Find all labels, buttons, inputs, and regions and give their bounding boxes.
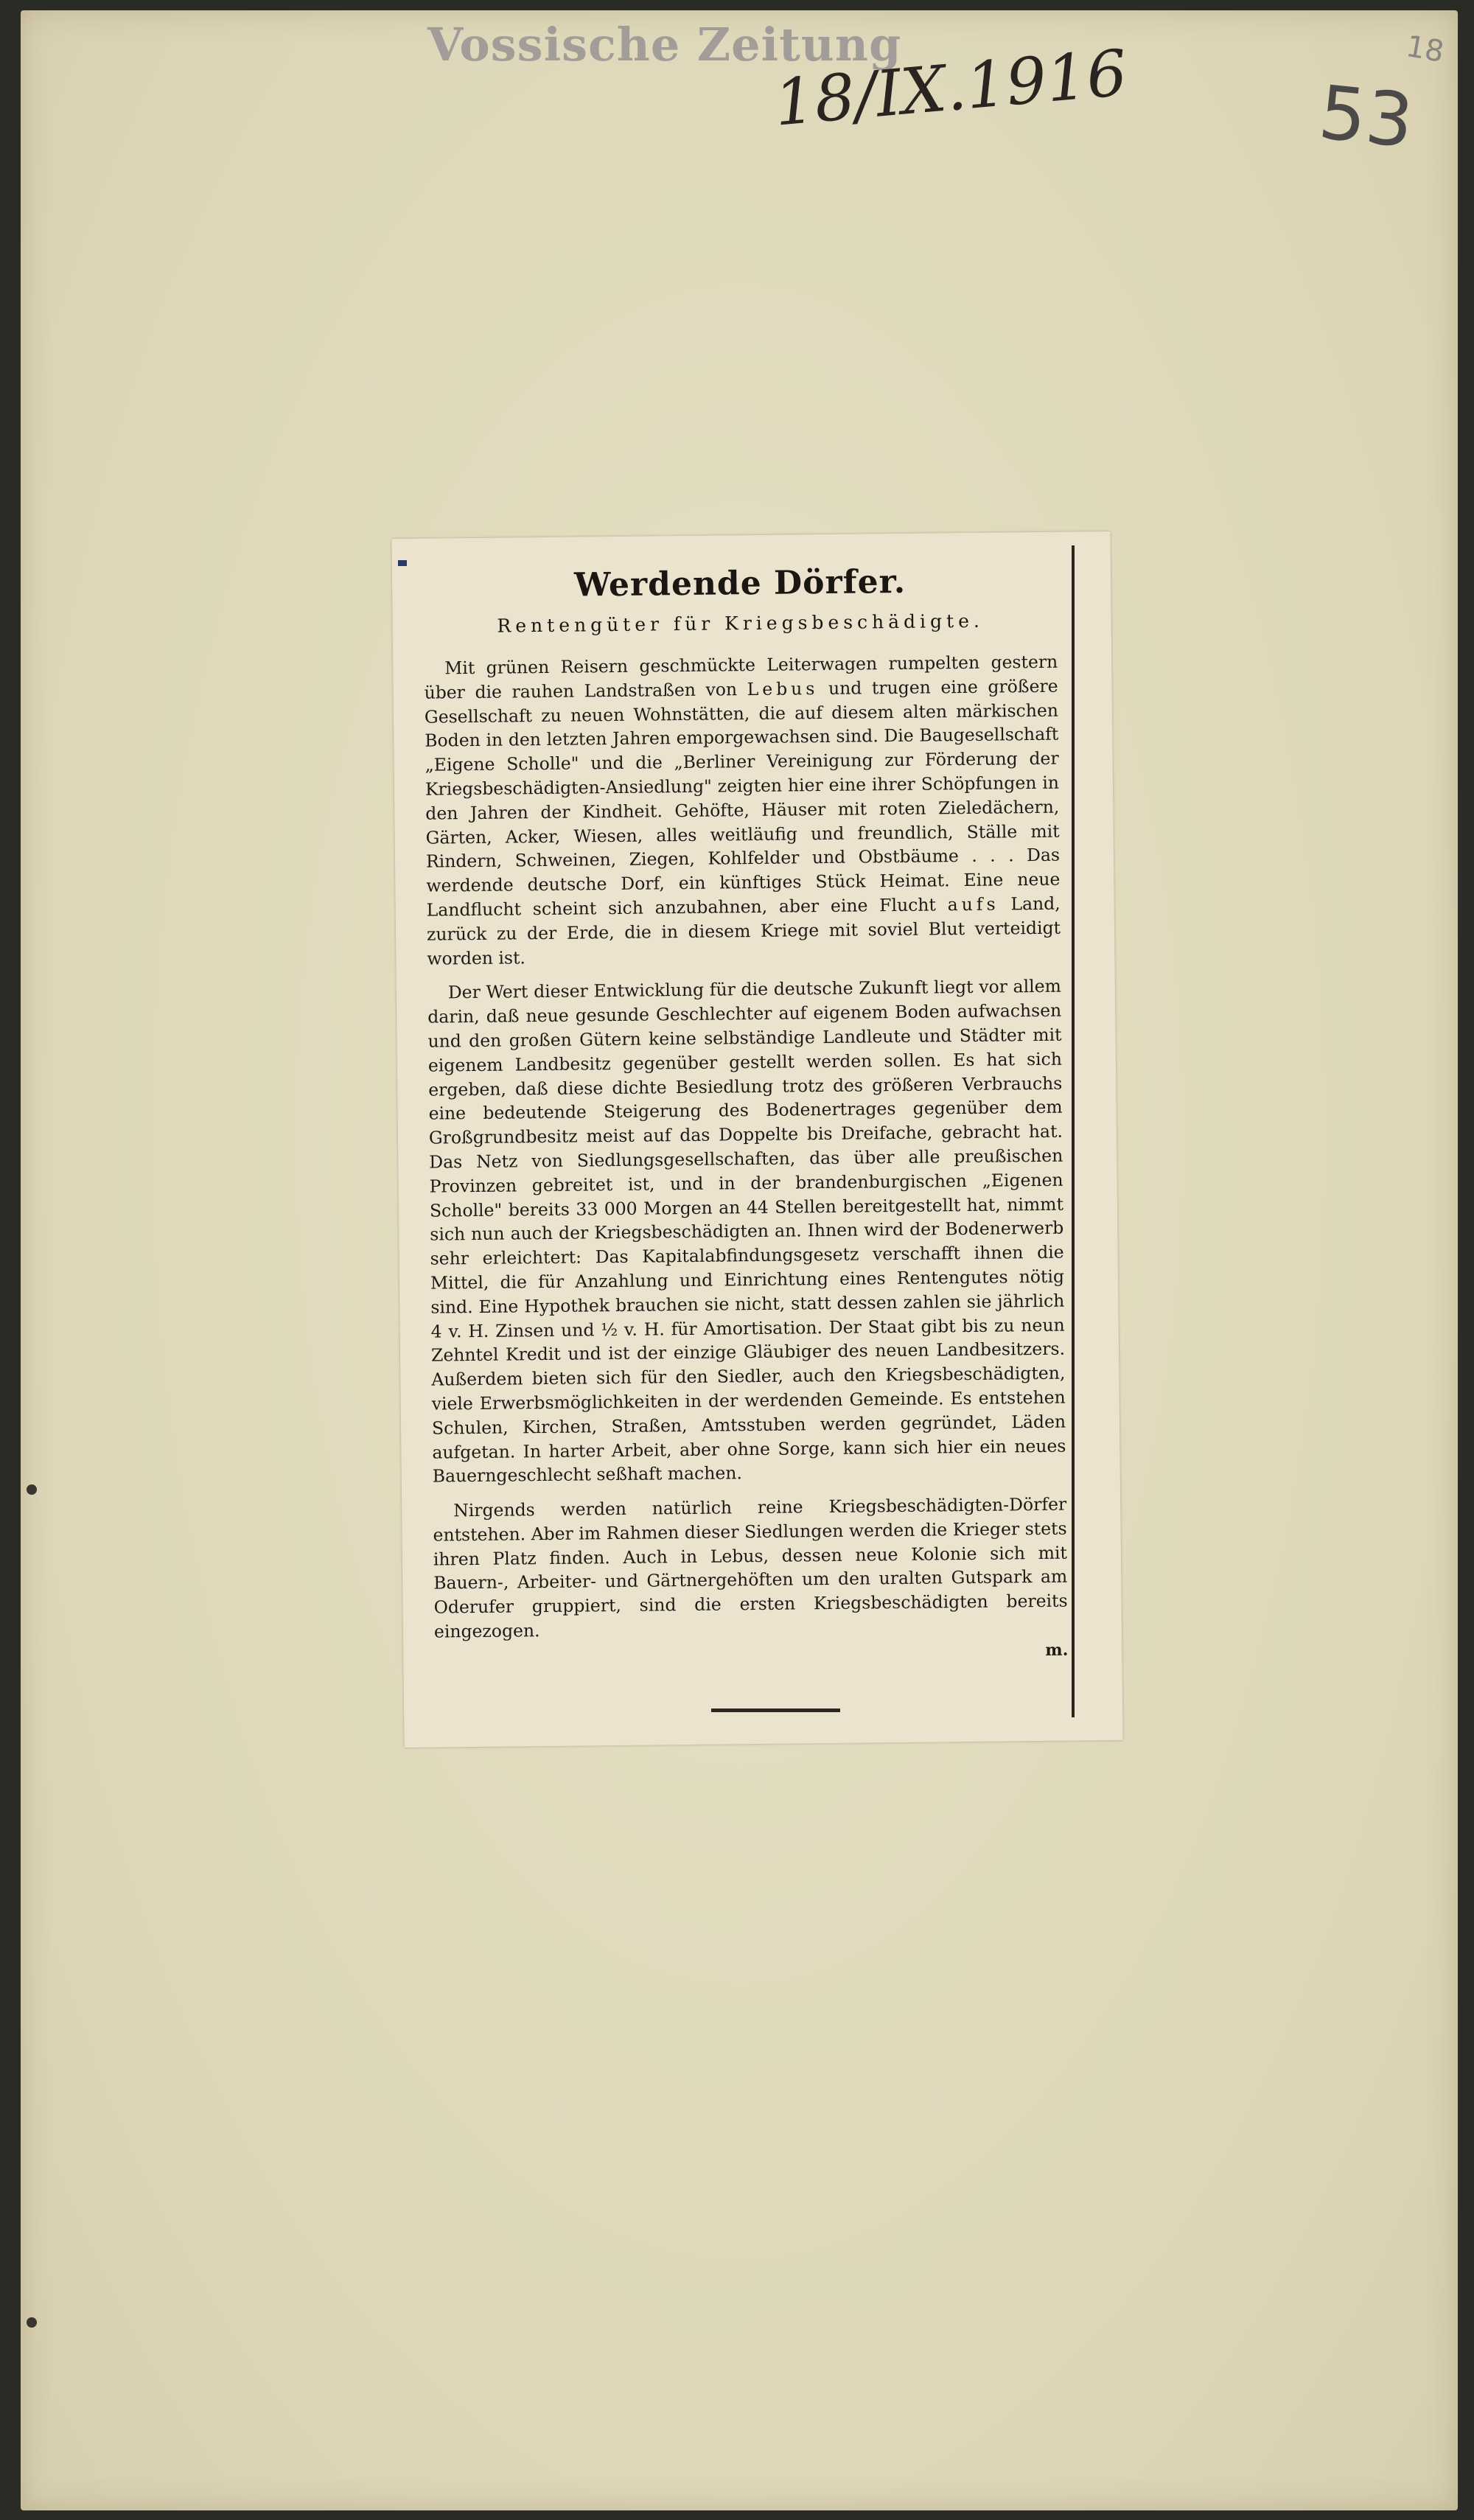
corner-number: 18 [1403,29,1447,70]
article-headline: Werdende Dörfer. [573,562,907,604]
handwritten-date: 18/IX.1916 [771,36,1131,141]
end-rule [711,1708,840,1712]
column-rule [1072,545,1075,1717]
archive-number: 53 [1315,69,1418,165]
article-paragraph-2: Der Wert dieser Entwicklung für die deutsche Zukunft liegt vor allem darin, daß neue gesunde Geschlechter auf eigenem Boden aufwachsen und den großen Gütern keine selbständige Landleute und Städter mit eigenem Landbesitz gegenüber gestellt werden sollen. Es hat sich ergeben, daß diese dichte Besiedlung trotz des größeren Verbrauchs eine bedeutende Steigerung des Bodenertrages gegenüber dem Großgrundbesitz meist auf das Doppelte bis Dreifache, gebracht hat. Das Netz von Siedlungsgesellschaften, das über alle preußischen Provinzen gebreitet ist, und in der brandenburgischen „Eigenen Scholle" bereits 33 000 Morgen an 44 Stellen bereitgestellt hat, nimmt sich nun auch der Kriegsbeschädigten an. Ihnen wird der Bodenerwerb sehr erleichtert: Das Kapitalabfindungsgesetz verschafft ihnen die Mittel, die für Anzahlung und Einrichtung eines Rentengutes nötig sind. Eine Hypothek brauchen sie nicht, statt dessen zahlen sie jährlich 4 v. H. Zinsen und ½ v. H. für Amortisation. Der Staat gibt bis zu neun Zehntel Kredit und ist der einzige Gläubiger des neuen Landbesitzers. Außerdem bieten sich für den Siedler, auch den Kriegsbeschädigten, viele Erwerbsmöglichkeiten in der werdenden Gemeinde. Es entstehen Schulen, Kirchen, Straßen, Amtsstuben werden gegründet, Läden aufgetan. In harter Arbeit, aber ohne Sorge, kann sich hier ein neues Bauerngeschlecht seßhaft machen. [427,976,1066,1487]
emphasis-text: aufs [947,893,999,915]
place-name: Lebus [747,677,819,699]
paragraph-text: Mit grünen Reisern geschmückte Leiterwagen rumpelten gestern über die rauhen Landstraßen von [424,651,1058,703]
binding-hole [27,1484,37,1495]
article-subheadline: Rentengüter für Kriegsbeschädigte. [497,610,985,637]
article-paragraph-3: Nirgends werden natürlich reine Kriegsbeschädigten-Dörfer entstehen. Aber im Rahmen dieser Siedlungen werden die Krieger stets ihren Platz finden. Auch in Lebus, dessen neue Kolonie sich mit Bauern-, Arbeiter- und Gärtnergehöften um den uralten Gutspark am Oderufer gruppiert, sind die ersten Kriegsbeschädigten bereits eingezogen. [433,1493,1068,1642]
paragraph-text: Land, zurück zu der Erde, die in diesem Kriege mit soviel Blut verteidigt worden ist. [426,893,1061,969]
article-paragraph-1 [424,650,1061,971]
newspaper-stamp: Vossische Zeitung [427,18,902,71]
newspaper-clipping [391,531,1122,1748]
article-body [423,562,1069,1666]
author-signature: m. [1045,1640,1069,1660]
paragraph-text: und trugen eine größere Gesellschaft zu neuen Wohnstätten, die auf diesem alten märkischen Boden in den letzten Jahren emporgewachsen sind. Die Baugesellschaft „Eigene Scholle" und die „Berliner Vereinigung zur Förderung der Kriegsbeschädigten-Ansiedlung" zeigten hier eine ihrer Schöpfungen in den Jahren der Kindheit. Gehöfte, Häuser mit roten Zieledächern, Gärten, Acker, Wiesen, alles weitläufig und freundlich, Ställe mit Rindern, Schweinen, Ziegen, Kohlfelder und Obstbäume . . . Das werdende deutsche Dorf, ein künftiges Stück Heimat. Eine neue Landflucht scheint sich anzubahnen, aber eine Flucht [424,675,1061,921]
ink-mark [398,560,407,566]
binding-hole [27,2317,37,2328]
